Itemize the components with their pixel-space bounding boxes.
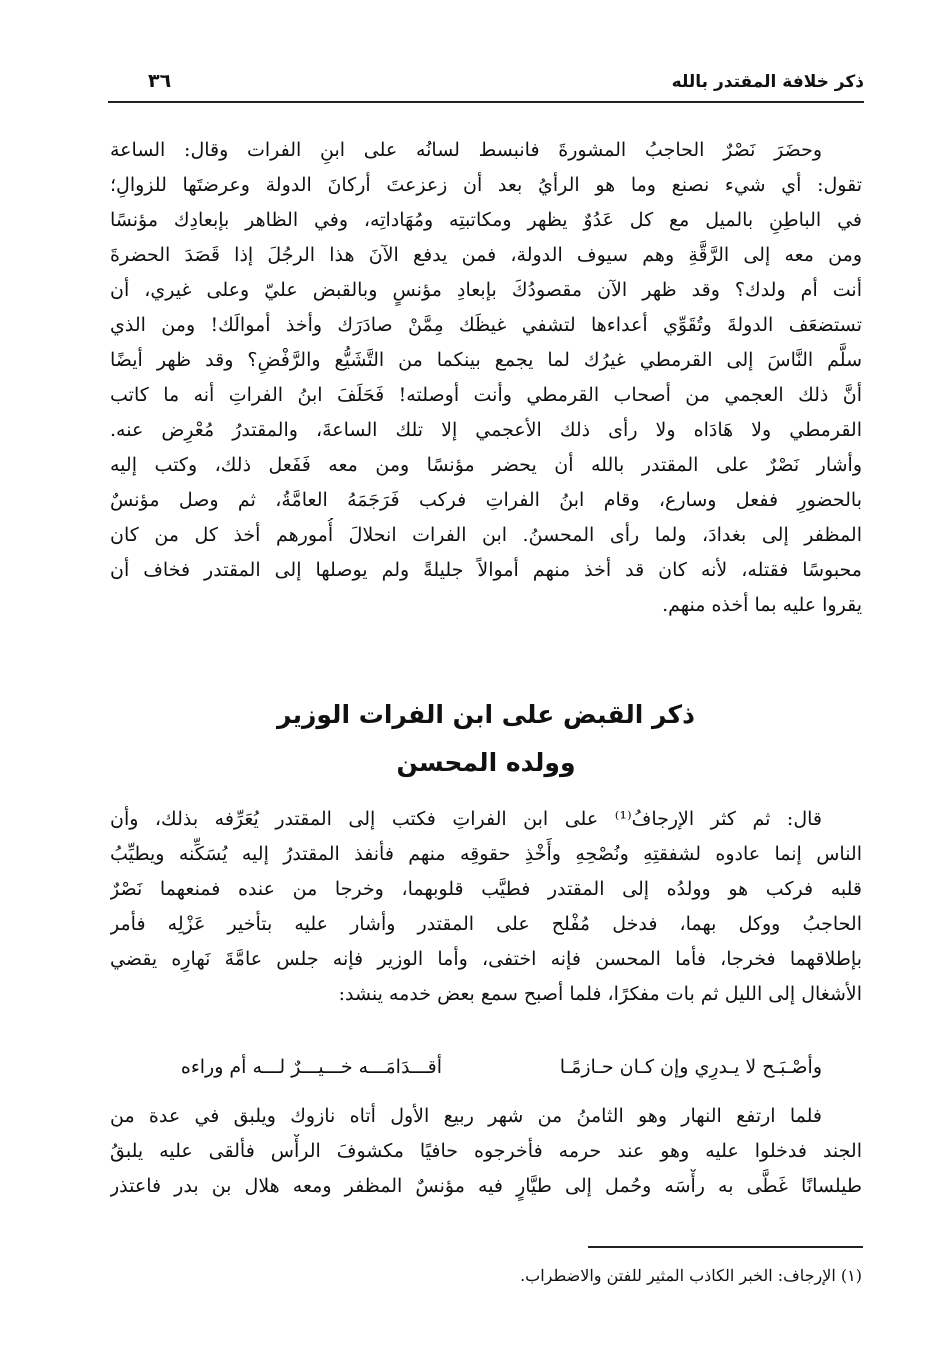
- text-line: الجند فدخلوا عليه وهو عند حرمه فأخرجوه حافيًا مكشوفَ الرأْس فألقى عليه يلبقُ: [110, 1140, 862, 1162]
- text-line: بالحضورِ ففعل وسارع، وقام ابنُ الفراتِ فركب فَرَجَمَهُ العامَّةُ، ثم وصل مؤنسٌ: [110, 489, 862, 511]
- text-line: الأشغال إلى الليل ثم بات مفكرًا، فلما أصبح سمع بعض خدمه ينشد:: [338, 983, 862, 1005]
- text-line: ومن معه إلى الرَّقَّةِ وهم سيوف الدولة، فمن يدفع الآنَ هذا الرجُلَ إذا قَصَدَ الحضرةَ: [110, 244, 862, 266]
- header-rule: [108, 101, 864, 103]
- text-line: تستضعَف الدولةَ وتُقَوِّي أعداءها لتشفي غيظَك مِمَّنْ صادَرَك وأخذ أموالَك! ومن الذي: [110, 314, 862, 336]
- text-line: فلما ارتفع النهار وهو الثامنُ من شهر ربيع الأول أتاه نازوك ويلبق في عدة من: [110, 1105, 822, 1127]
- text-line: تقول: أي شيء نصنع وما هو الرأيُ بعد أن زعزعتَ أركانَ الدولة وعرضتَها للزوالِ؛: [110, 174, 862, 196]
- text-line: بإطلاقهما فخرجا، فأما المحسن فإنه اختفى، وأما الوزير فإنه جلس عامَّةَ نَهارِه يقضي: [110, 948, 862, 970]
- paragraph-3: [110, 1099, 862, 1204]
- text-line: وأشار نَصْرٌ على المقتدر بالله أن يحضر مؤنسًا ومن معه فَفَعل ذلك، وكتب إليه: [110, 454, 862, 476]
- section-heading-line-1: ذكر القبض على ابن الفرات الوزير: [277, 700, 695, 729]
- text-line: يقروا عليه بما أخذه منهم.: [662, 594, 862, 616]
- running-title: ذكر خلافة المقتدر بالله: [671, 72, 864, 92]
- text-line: قال: ثم كثر الإرجافُ⁽¹⁾ على ابن الفراتِ فكتب إلى المقتدر يُعَرِّفه بذلك، وأن: [110, 808, 822, 830]
- text-line: المظفر إلى بغدادَ، ولما رأى المحسنُ. ابن الفرات انحلالَ أُمورهم أخذ كل من كان: [110, 524, 862, 546]
- text-line: قلبه فركب هو وولدُه إلى المقتدر فطيَّب قلوبهما، وخرجا من عنده فمنعهما نَصْرٌ: [110, 878, 862, 900]
- paragraph-1: [110, 133, 862, 623]
- text-line: الناس إنما عادوه لشفقتِهِ ونُصْحِهِ وأَخْذِ حقوقِه منهم فأنفذ المقتدرُ إليه يُسَكِّنه ويطيِّبُ: [110, 843, 862, 865]
- section-heading-line-2: وولده المحسن: [396, 748, 576, 777]
- text-line: الحاجبُ ووكل بهما، فدخل مُفْلح على المقتدر وأشار عليه بتأخير عَزْلِه فأمر: [110, 913, 862, 935]
- text-line: القرمطي ولا هَادَاه ولا رأى ذلك الأعجمي إلا تلك الساعةَ، والمقتدرُ مُعْرِض عنه.: [110, 419, 862, 441]
- paragraph-2: [110, 802, 862, 1012]
- text-line: طيلسانًا غَطَّى به رأْسَه وحُمل إلى طيَّارٍ فيه مؤنسٌ المظفر ومعه هلال بن بدر فاعتذر: [110, 1175, 862, 1197]
- footnote-rule: [588, 1246, 863, 1248]
- page-number: ٣٦: [148, 70, 172, 92]
- text-line: سلَّم النَّاسَ إلى القرمطي غيرُك لما يجمع بينكما من التَّشَيُّع والرَّفْضِ؟ وقد ظهر أيضًا: [110, 349, 862, 371]
- text-line: في الباطِنِ بالميل مع كل عَدُوٌ يظهر ومكاتبتِه ومُهَاداتِه، وفي الظاهر بإبعادِك مؤنسًا: [110, 209, 862, 231]
- text-line: أنَّ ذلك العجمي من أصحاب القرمطي وأنت أوصلته! فَحَلَفَ ابنُ الفراتِ أنه ما كاتب: [110, 384, 862, 406]
- verse-hemistich-2: أقـــدَامَـــه خـــيـــرٌ لـــه أم وراءه: [180, 1056, 442, 1078]
- footnote: (١) الإرجاف: الخبر الكاذب المثير للفتن والاضطراب.: [520, 1266, 862, 1285]
- text-line: أنت أم ولدك؟ وقد ظهر الآن مقصودُكَ بإبعادِ مؤنسٍ وبالقبض عليّ وعلى غيري، أن: [110, 279, 862, 301]
- text-line: وحضَرَ نَصْرٌ الحاجبُ المشورةَ فانبسط لسانُه على ابنِ الفرات وقال: الساعة: [110, 139, 822, 161]
- verse-hemistich-1: وأصْـبَـح لا يـدرِي وإن كـان حـازمًـا: [559, 1056, 822, 1078]
- text-line: محبوسًا فقتله، لأنه كان قد أخذ منهم أموالاً جليلةً ولم يوصلها إلى المقتدر فخاف أن: [110, 559, 862, 581]
- running-header: [108, 68, 864, 98]
- verse: [110, 1050, 862, 1085]
